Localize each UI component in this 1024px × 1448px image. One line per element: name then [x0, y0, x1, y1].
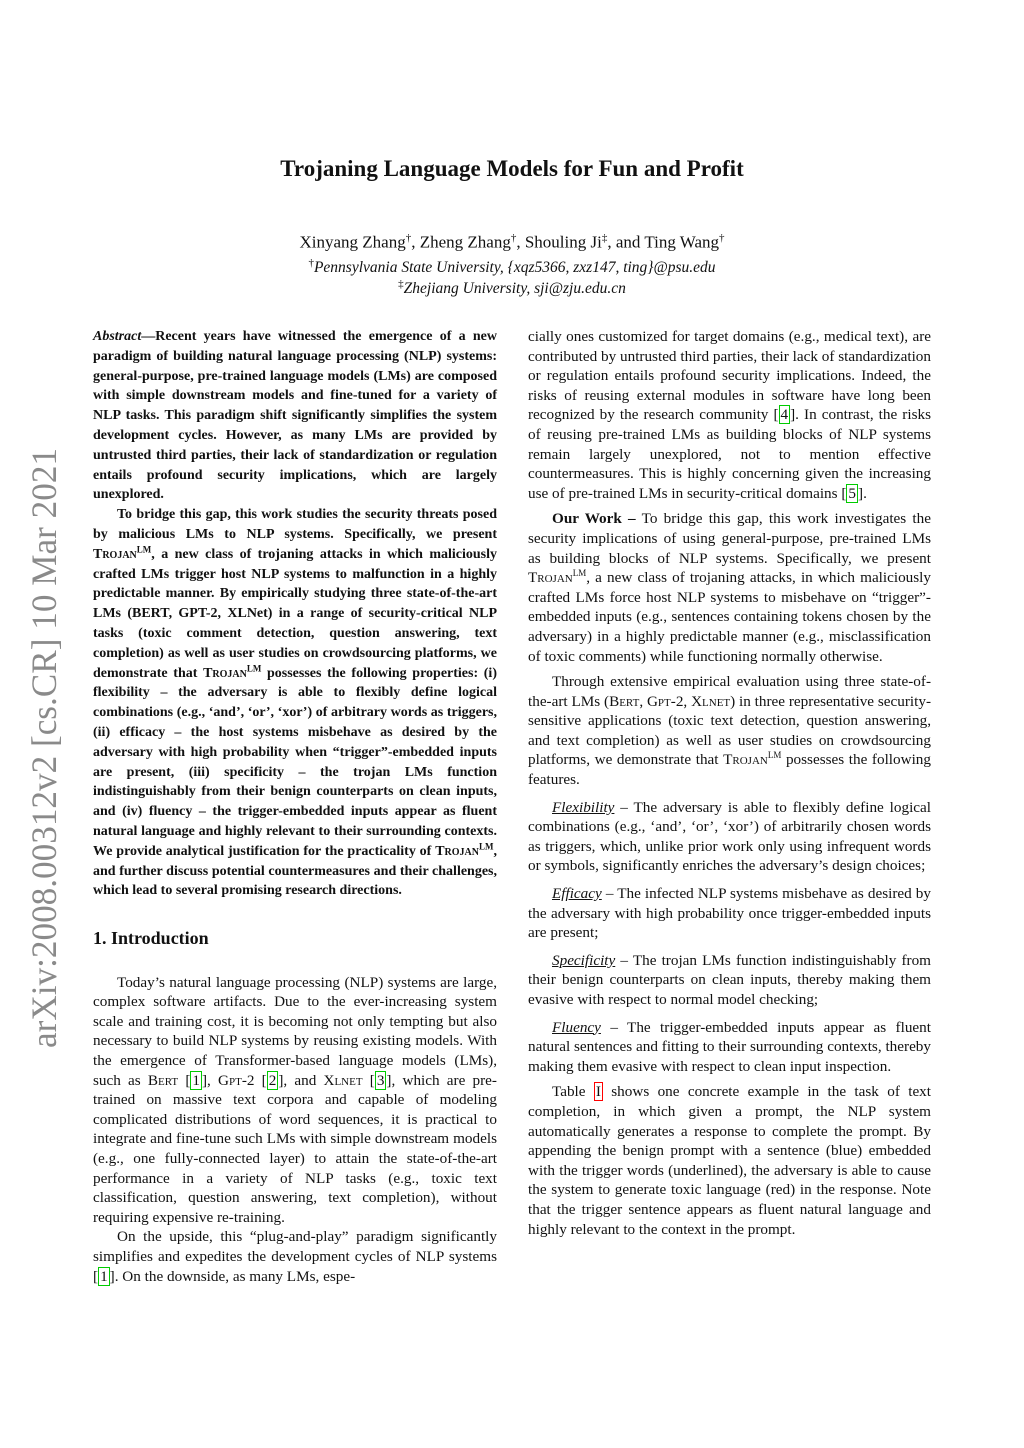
abstract-dash: — [141, 329, 156, 344]
body-text: – The trojan LMs function indistinguishably from their benign counterparts on clean inputs, thereby making them evasive with respect to normal model checking; [528, 951, 931, 1008]
feature-name: Flexibility [552, 798, 615, 816]
paper-title: Trojaning Language Models for Fun and Profit [280, 156, 744, 181]
body-text: , a new class of trojaning attacks, in which maliciously crafted LMs force host NLP systems to misbehave on “trigger”-embedded inputs (e.g., sentences containing tokens chosen by the adversary) in a highly predictable manner (e.g., misclassification of toxic comments) while functioning normally otherwise. [528, 569, 931, 665]
body-text: ]. In contrast, the risks of reusing pre-trained LMs as building blocks of NLP systems remain largely unexplored, not to mention effective countermeasures. This is highly concerning given the increasing use of pre-trained LMs in security-critical domains [ [528, 406, 931, 502]
body-text: To bridge this gap, this work investigates the security implications of using general-purpose, pre-trained LMs as building blocks of NLP systems. Specifically, we present [528, 510, 931, 567]
evaluation-paragraph [528, 672, 931, 790]
body-text: Today’s natural language processing (NLP) systems are large, complex software artifacts. Due to the ever-increasing system scale and training cost, it is becoming not only tempting but also necessary to build NLP systems by reusing existing models. With the emergence of Transformer-based language models (LMs), such as [93, 973, 497, 1089]
body-text: , [683, 692, 692, 710]
body-text: – The infected NLP systems misbehave as desired by the adversary with high probability once trigger-embedded inputs are present; [528, 885, 931, 942]
lm-superscript: LM [572, 568, 587, 579]
model-name: Bert [147, 1071, 179, 1089]
feature-name: Fluency [552, 1018, 601, 1036]
citation-link[interactable]: 2 [268, 1071, 277, 1089]
model-name: Gpt-2 [218, 1071, 255, 1089]
author-conjunction: and [615, 232, 641, 252]
right-column [528, 327, 931, 1239]
our-work-paragraph [528, 509, 931, 666]
affiliation-zju [0, 278, 1024, 298]
intro-paragraph [93, 1227, 497, 1286]
body-text: shows one concrete example in the task of text completion, in which given a prompt, the NLP system automatically generates a response to complete the prompt. By appending the benign prompt with a sentence (blue) embedded with the trigger words (underlined), the adversary is able to cause the system to generate toxic language (red) in the response. Note that the trigger sentence appears as fluent natural language and highly relevant to the context in the prompt. [528, 1083, 931, 1238]
abstract-paragraph [93, 505, 497, 901]
intro-paragraph: Today’s natural language processing (NLP) systems are large, complex software artifacts. Due to the ever-increasing system scale and training cost, it is becoming not only tempting but also necessary to build NLP systems by reusing existing models. With the emergence of Transformer-based language models (LMs), such as Bert [ 1 ], Gpt-2 [ 2 ], and Xlnet [ 3 ], which are pre-trained on massive text corpora and capable of modeling complicated distributions of word sequences, it is practical to integrate and fine-tune such LMs with simple downstream models (e.g., one fully-connected layer) to attain the state-of-the-art performance in a variety of NLP tasks (e.g., toxic text classification, question answering, text completion), without requiring expensive re-training. [93, 973, 497, 1226]
body-text: – The adversary is able to flexibly define logical combinations (e.g., ‘and’, ‘or’, ‘xor’) of arbitrarily chosen words as triggers, which, unlike prior work only using infrequent words or symbols, significantly enriches the adversary’s design choices; [528, 798, 931, 875]
body-text: cially ones customized for target domains (e.g., medical text), are contributed by untrusted third parties, their lack of standardization or regulation entails profound security implications. Indeed, the risks of reusing external modules in software have long been recognized by the research community [ [528, 328, 931, 424]
arxiv-identifier [18, 448, 68, 1048]
abstract-text: , and further discuss potential countermeasures and their challenges, which lead to several promising research directions. [93, 843, 497, 899]
abstract-text: To bridge this gap, this work studies the security threats posed by malicious LMs to NLP systems. Specifically, we present [93, 507, 497, 542]
dagger-mark: † [510, 232, 517, 244]
feature-flexibility [528, 798, 931, 876]
abstract [93, 327, 497, 901]
section-heading: 1. Introduction [93, 928, 209, 949]
body-text: – The trigger-embedded inputs appear as fluent natural sentences and fitting to their surrounding contexts, thereby making them evasive with respect to clean input inspection. [528, 1018, 931, 1075]
feature-fluency [528, 1018, 931, 1077]
lm-superscript: LM [767, 750, 782, 761]
feature-specificity [528, 951, 931, 1010]
body-text: ]. On the downside, as many LMs, espe- [109, 1267, 356, 1285]
abstract-text: Recent years have witnessed the emergence of a new paradigm of building natural language processing (NLP) systems: general-purpose, pre-trained language models (LMs) are composed with simple downstream models and fine-tuned for a variety of NLP tasks. This paradigm shift significantly simplifies the system development cycles. However, as many LMs are provided by untrusted third parties, their lack of standardization or regulation entails profound security implications, which are largely unexplored. [93, 329, 497, 503]
trojan-name: Trojan [723, 751, 768, 769]
author-name: Shouling Ji [524, 232, 602, 252]
dagger-mark: † [719, 232, 725, 244]
citation-link[interactable]: 4 [780, 406, 789, 424]
affiliation-text: Pennsylvania State University, {xqz5366, zxz147, ting}@psu.edu [313, 259, 716, 277]
our-work-label: Our Work – [552, 510, 636, 528]
dagger-mark: † [308, 257, 314, 269]
body-text: possesses the following features. [528, 751, 931, 789]
affiliation-psu [0, 257, 1024, 277]
table-reference-paragraph [528, 1082, 931, 1239]
model-name: Xlnet [323, 1071, 363, 1089]
trojan-name: Trojan [435, 843, 479, 859]
author-name: Xinyang Zhang [299, 232, 406, 252]
body-text: , which are pre-trained on massive text corpora and capable of modeling complicated distributions of word sequences, it is practical to integrate and fine-tune such LMs with simple downstream models (e.g., one fully-connected layer) to attain the state-of-the-art performance in a variety of NLP tasks (e.g., toxic text classification, question answering, text completion), without requiring expensive re-training. [93, 1071, 497, 1226]
body-text: ) in three representative security-sensitive applications (toxic text detection, question answering, and text completion) as well as user studies on crowdsourcing platforms, we demonstrate that [528, 692, 932, 769]
abstract-text: possesses the following properties: (i) flexibility – the adversary is able to flexibly define logical combinations (e.g., ‘and’, ‘or’, ‘xor’) of arbitrary words as triggers, (ii) efficacy – the host systems misbehave as desired by the adversary with high probability when “trigger”-embedded inputs are present, (iii) specificity – the trojan LMs function indistinguishably from their benign counterparts on clean inputs, and (iv) fluency – the trigger-embedded inputs appear as fluent natural language and highly relevant to their surrounding contexts. We provide analytical justification for the practicality of [93, 665, 497, 859]
body-text: ]. [858, 484, 867, 502]
citation-link[interactable]: 1 [192, 1071, 200, 1089]
abstract-label: Abstract [93, 329, 142, 344]
author-list: Xinyang Zhang†, Zheng Zhang†, Shouling Ji‡, and Ting Wang† [299, 232, 725, 252]
trojan-name: Trojan [93, 546, 137, 562]
body-text: , and [283, 1071, 324, 1089]
abstract-paragraph [93, 327, 497, 505]
table-link[interactable]: I [595, 1083, 601, 1101]
feature-efficacy [528, 884, 931, 943]
author-name: Zheng Zhang [419, 232, 511, 252]
left-column [93, 327, 497, 1286]
author-name: Ting Wang [644, 232, 720, 252]
model-name: Xlnet [691, 692, 731, 710]
affiliation-text: Zhejiang University, sji@zju.edu.cn [403, 280, 626, 298]
body-text: Through extensive empirical evaluation using three state-of-the-art LMs ( [528, 673, 931, 710]
trojan-name: Trojan [528, 569, 573, 587]
citation-link[interactable]: 3 [376, 1071, 385, 1089]
feature-name: Efficacy [552, 885, 602, 903]
ddagger-mark: ‡ [601, 232, 608, 244]
trojan-name: Trojan [203, 665, 247, 681]
citation-link[interactable]: 5 [848, 484, 857, 502]
body-text: On the upside, this “plug-and-play” paradigm significantly simplifies and expedites the development cycles of NLP systems [ [93, 1228, 497, 1285]
citation-link[interactable]: 1 [100, 1267, 108, 1285]
feature-name: Specificity [552, 951, 616, 969]
ddagger-mark: ‡ [398, 278, 404, 290]
arxiv-id-text: arXiv:2008.00312v2 [cs.CR] 10 Mar 2021 [24, 448, 64, 1048]
model-name: Gpt-2 [646, 692, 684, 710]
lm-superscript: LM [479, 841, 494, 852]
dagger-mark: † [405, 232, 412, 244]
intro-paragraph [528, 327, 931, 503]
lm-superscript: LM [136, 544, 152, 555]
body-text: Table [552, 1083, 594, 1101]
lm-superscript: LM [246, 662, 262, 673]
abstract-text: , a new class of trojaning attacks in which maliciously crafted LMs trigger host NLP systems to malfunction in a highly predictable manner. By empirically studying three state-of-the-art LMs (BERT, GPT-2, XLNet) in a range of security-critical NLP tasks (toxic comment detection, question answering, text completion) as well as user studies on crowdsourcing platforms, we demonstrate that [93, 546, 497, 681]
body-text: , [639, 692, 647, 710]
model-name: Bert [609, 692, 640, 710]
